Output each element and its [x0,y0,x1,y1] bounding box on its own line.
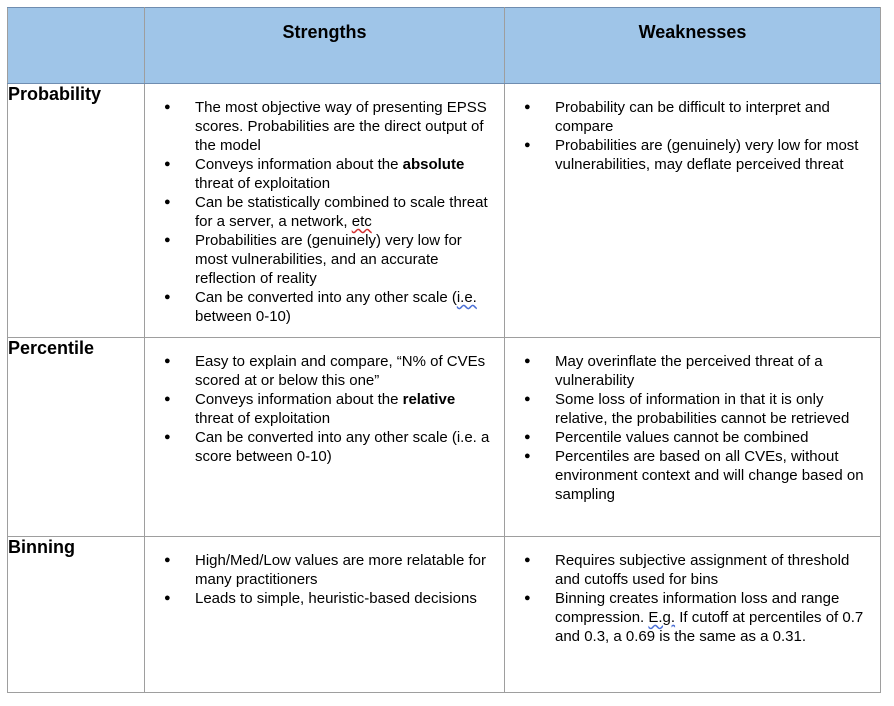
bullet-icon: ● [164,158,171,171]
row-label-probability: Probability [8,84,145,338]
list-item: ● Conveys information about the relative threat of exploitation [164,391,456,428]
bullet-icon: ● [164,591,171,604]
weaknesses-list [505,84,880,174]
strengths-list [145,84,504,326]
weaknesses-list [505,537,880,646]
list-item: ● Probability can be difficult to interpret and compare [524,99,830,136]
bullet-icon: ● [524,393,531,406]
strengths-list [145,537,504,608]
bullet-icon: ● [524,101,531,114]
list-item: ● Probabilities are (genuinely) very low for most vulnerabilities, and an accurate reflection of reality [164,232,462,288]
row-binning [8,536,881,692]
bullet-icon: ● [164,101,171,114]
bullet-icon: ● [524,431,531,444]
cell-percentile-strengths [145,338,505,536]
list-item: ● Probabilities are (genuinely) very low for most vulnerabilities, may deflate perceived threat [524,137,859,174]
bullet-icon: ● [164,355,171,368]
bullet-icon: ● [524,139,531,152]
header-blank-cell [8,8,145,84]
cell-binning-weaknesses [505,536,881,692]
list-item: ● May overinflate the perceived threat of a vulnerability [524,353,823,390]
cell-binning-strengths [145,536,505,692]
list-item: ● Conveys information about the absolute threat of exploitation [164,156,465,193]
row-label-binning: Binning [8,536,145,692]
header-weaknesses: Weaknesses [505,8,881,84]
list-item: ● Requires subjective assignment of threshold and cutoffs used for bins [524,551,850,588]
bullet-icon: ● [524,553,531,566]
list-item: ● High/Med/Low values are more relatable for many practitioners [164,551,486,588]
comparison-table [7,7,881,693]
row-percentile [8,338,881,536]
cell-probability-weaknesses [505,84,881,338]
list-item: ● Percentiles are based on all CVEs, without environment context and will change based on sampling [524,448,864,504]
bullet-icon: ● [164,553,171,566]
bullet-icon: ● [164,234,171,247]
row-label-percentile: Percentile [8,338,145,536]
list-item: ● Can be converted into any other scale (i.e. a score between 0-10) [164,429,490,466]
bullet-icon: ● [164,393,171,406]
header-row [8,8,881,84]
list-item: ● Leads to simple, heuristic-based decisions [164,589,477,607]
list-item: ● The most objective way of presenting EPSS scores. Probabilities are the direct output of the model [164,99,487,155]
list-item: ● Can be converted into any other scale (i.e. between 0-10) [164,289,477,326]
bullet-icon: ● [164,196,171,209]
bullet-icon: ● [524,591,531,604]
list-item: ● Percentile values cannot be combined [524,429,809,447]
cell-percentile-weaknesses [505,338,881,536]
list-item: ● Easy to explain and compare, “N% of CVEs scored at or below this one” [164,353,486,390]
grammar-underline: i.e. [456,289,477,307]
list-item: ● Some loss of information in that it is only relative, the probabilities cannot be retrieved [524,391,850,428]
cell-probability-strengths [145,84,505,338]
list-item: ● Can be statistically combined to scale threat for a server, a network, etc [164,194,488,231]
row-probability [8,84,881,338]
bullet-icon: ● [524,355,531,368]
bullet-icon: ● [164,291,171,304]
bullet-icon: ● [164,431,171,444]
spellcheck-underline: etc [351,213,372,231]
weaknesses-list [505,338,880,504]
grammar-underline: E.g. [648,608,676,626]
strengths-list [145,338,504,466]
list-item: ● Binning creates information loss and range compression. E.g. If cutoff at percentiles of 0.7 and 0.3, a 0.69 is the same as a 0.31. [524,589,864,645]
bullet-icon: ● [524,450,531,463]
header-strengths: Strengths [145,8,505,84]
